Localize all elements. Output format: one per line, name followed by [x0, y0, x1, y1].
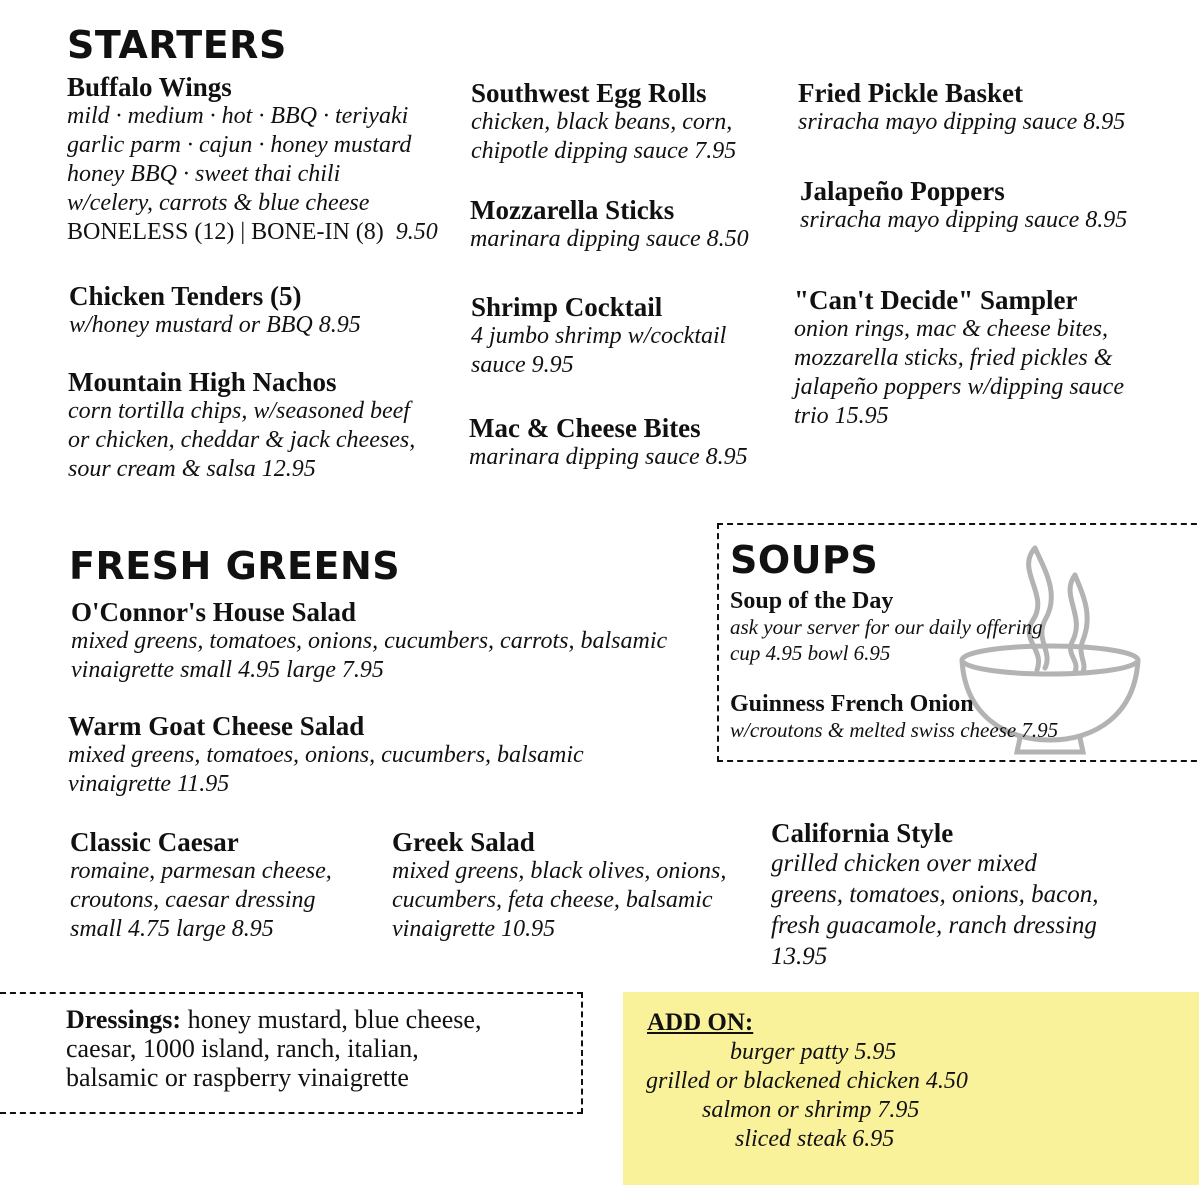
menu-item-mozzarella-sticks: Mozzarella Sticks marinara dipping sauce 8.50	[470, 195, 749, 252]
menu-item-jalapeno-poppers: Jalapeño Poppers sriracha mayo dipping sauce 8.95	[800, 176, 1128, 233]
add-on-box	[623, 992, 1199, 1185]
menu-item-classic-caesar: Classic Caesar romaine, parmesan cheese, croutons, caesar dressing small 4.75 large 8.95	[70, 827, 332, 942]
item-options: BONELESS (12) | BONE-IN (8)	[67, 219, 384, 245]
menu-item-cant-decide-sampler: "Can't Decide" Sampler onion rings, mac & cheese bites, mozzarella sticks, fried pickles & jalapeño poppers w/dipping sauce trio 15.95	[794, 285, 1124, 429]
item-name: Buffalo Wings	[67, 72, 232, 102]
menu-item-california-style: California Style grilled chicken over mixed greens, tomatoes, onions, bacon, fresh guacamole, ranch dressing 13.95	[771, 818, 1099, 970]
menu-item-southwest-egg-rolls: Southwest Egg Rolls chicken, black beans, corn, chipotle dipping sauce 7.95	[471, 78, 737, 164]
fresh-greens-title: FRESH GREENS	[69, 544, 401, 588]
soups-title: SOUPS	[730, 538, 879, 582]
starters-title: STARTERS	[67, 23, 287, 67]
menu-item-shrimp-cocktail: Shrimp Cocktail 4 jumbo shrimp w/cocktail sauce 9.95	[471, 292, 727, 378]
menu-item-fried-pickle-basket: Fried Pickle Basket sriracha mayo dipping sauce 8.95	[798, 78, 1126, 135]
add-on-title: ADD ON:	[647, 1009, 754, 1036]
menu-item-mac-cheese-bites: Mac & Cheese Bites marinara dipping sauce 8.95	[469, 413, 748, 470]
dressings-text: Dressings: honey mustard, blue cheese, caesar, 1000 island, ranch, italian, balsamic or raspberry vinaigrette	[66, 1005, 482, 1092]
menu-item-buffalo-wings	[67, 72, 438, 247]
menu-item-guinness-french-onion: Guinness French Onion w/croutons & melted swiss cheese 7.95	[730, 691, 1059, 742]
add-on-item: grilled or blackened chicken 4.50	[646, 1068, 968, 1094]
menu-item-soup-of-the-day: Soup of the Day ask your server for our daily offering cup 4.95 bowl 6.95	[730, 588, 1043, 665]
add-on-item: burger patty 5.95	[730, 1039, 897, 1065]
item-price: 9.50	[395, 219, 438, 245]
menu-item-mountain-high-nachos: Mountain High Nachos corn tortilla chips, w/seasoned beef or chicken, cheddar & jack cheeses, sour cream & salsa 12.95	[68, 367, 416, 482]
menu-item-chicken-tenders: Chicken Tenders (5) w/honey mustard or BBQ 8.95	[69, 281, 361, 338]
menu-item-warm-goat-cheese-salad: Warm Goat Cheese Salad mixed greens, tomatoes, onions, cucumbers, balsamic vinaigrette 11.95	[68, 711, 584, 797]
dressings-label: Dressings:	[66, 1005, 182, 1034]
menu-item-house-salad: O'Connor's House Salad mixed greens, tomatoes, onions, cucumbers, carrots, balsamic vinaigrette small 4.95 large 7.95	[71, 597, 668, 683]
add-on-item: salmon or shrimp 7.95	[702, 1097, 920, 1123]
item-description: mild · medium · hot · BBQ · teriyaki garlic parm · cajun · honey mustard honey BBQ · sweet thai chili w/celery, carrots & blue cheese BONELESS (12) | BONE-IN (8) 9.50	[67, 103, 438, 245]
add-on-item: sliced steak 6.95	[735, 1126, 895, 1152]
menu-item-greek-salad: Greek Salad mixed greens, black olives, onions, cucumbers, feta cheese, balsamic vinaigrette 10.95	[392, 827, 727, 942]
